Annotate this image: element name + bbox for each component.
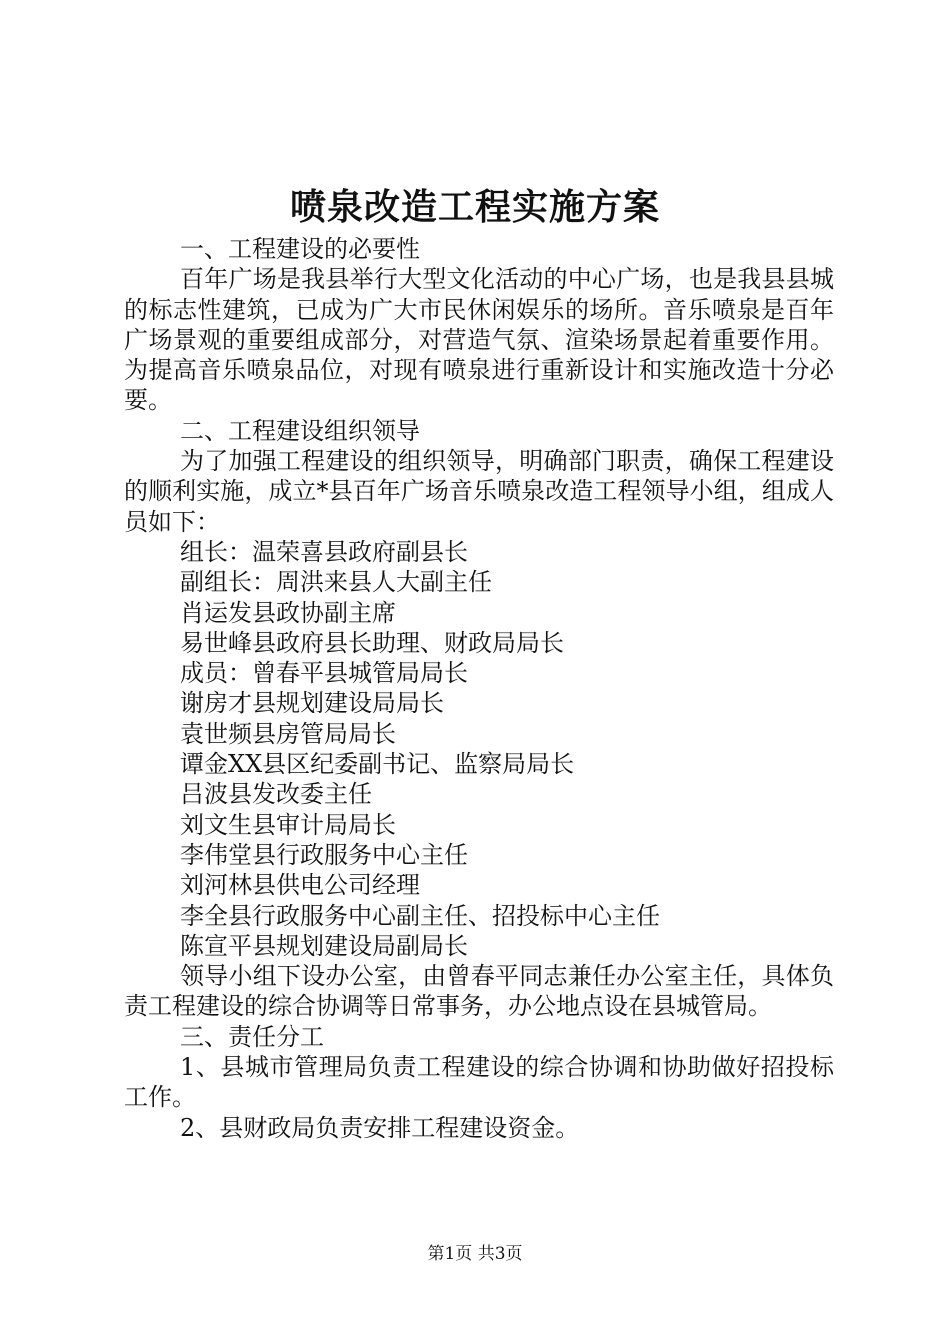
member-line: 刘文生县审计局局长 [180,810,396,839]
paragraph-office: 领导小组下设办公室，由曾春平同志兼任办公室主任，具体负责工程建设的综合协调等日常事务，办公地点设在县城管局。 [124,962,834,1021]
member-line: 易世峰县政府县长助理、财政局局长 [180,628,564,657]
section-heading-responsibilities: 三、责任分工 [180,1022,324,1051]
member-line: 李伟堂县行政服务中心主任 [180,840,468,869]
document-body [124,234,834,1143]
section-heading-necessity: 一、工程建设的必要性 [180,235,420,263]
member-line: 谭金XX县区纪委副书记、监察局局长 [180,750,575,779]
member-line: 组长：温荣喜县政府副县长 [180,537,468,566]
page-footer: 第1页 共3页 [427,1244,523,1264]
document-title: 喷泉改造工程实施方案 [289,186,660,228]
member-line: 袁世频县房管局局长 [180,719,396,748]
member-line: 副组长：周洪来县人大副主任 [180,568,492,597]
paragraph-leadership-group: 为了加强工程建设的组织领导，明确部门职责，确保工程建设的顺利实施，成立*县百年广场音乐喷泉改造工程领导小组，组成人员如下： [124,447,834,536]
member-line: 陈宣平县规划建设局副局长 [180,931,468,960]
member-line: 肖运发县政协副主席 [180,598,396,627]
member-line: 刘河林县供电公司经理 [180,871,420,900]
paragraph-background: 百年广场是我县举行大型文化活动的中心广场，也是我县县城的标志性建筑，已成为广大市民休闲娱乐的场所。音乐喷泉是百年广场景观的重要组成部分，对营造气氛、渲染场景起着重要作用。为提高音乐喷泉品位，对现有喷泉进行重新设计和实施改造十分必要。 [124,265,834,415]
member-line: 谢房才县规划建设局局长 [180,689,444,718]
member-line: 成员：曾春平县城管局局长 [180,659,468,688]
responsibility-item: 2、县财政局负责安排工程建设资金。 [180,1113,580,1142]
member-line: 吕波县发改委主任 [180,780,372,809]
section-heading-organization: 二、工程建设组织领导 [180,416,420,445]
responsibility-item: 1、县城市管理局负责工程建设的综合协调和协助做好招投标工作。 [124,1053,834,1112]
member-line: 李全县行政服务中心副主任、招投标中心主任 [180,901,660,930]
